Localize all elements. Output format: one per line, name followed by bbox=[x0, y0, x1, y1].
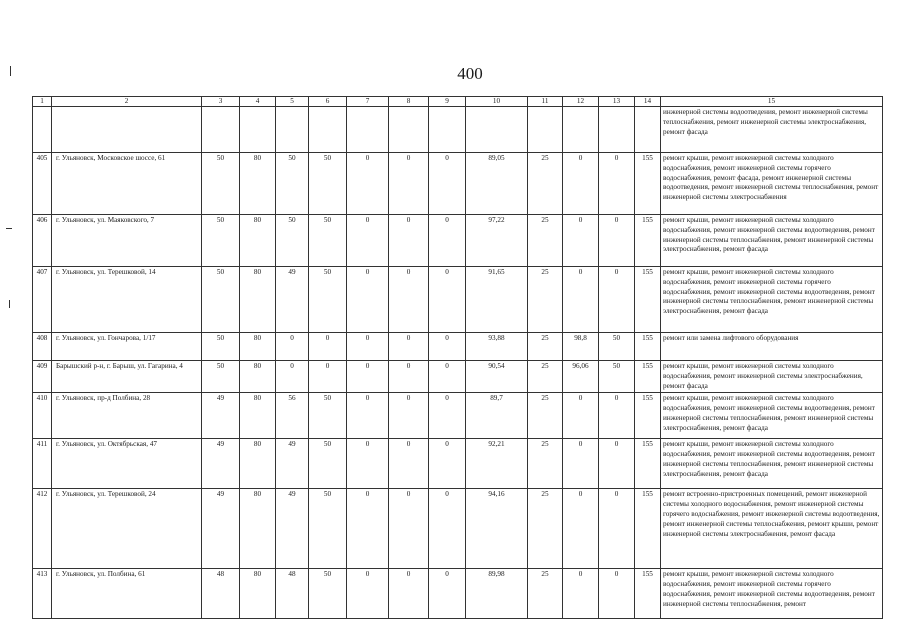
page-number: 400 bbox=[457, 64, 483, 83]
value-cell-c11: 25 bbox=[528, 489, 563, 569]
value-cell-c14: 155 bbox=[635, 361, 661, 393]
value-cell-c5: 56 bbox=[276, 393, 309, 439]
value-cell-c13: 0 bbox=[599, 489, 635, 569]
value-cell-c11: 25 bbox=[528, 153, 563, 215]
value-cell-c14: 155 bbox=[635, 489, 661, 569]
value-cell-c5: 49 bbox=[276, 267, 309, 333]
address-cell: г. Ульяновск, ул. Терешковой, 24 bbox=[52, 489, 202, 569]
value-cell-c13: 0 bbox=[599, 215, 635, 267]
row-number: 411 bbox=[33, 439, 52, 489]
value-cell-c9: 0 bbox=[429, 439, 466, 489]
address-cell: г. Ульяновск, ул. Терешковой, 14 bbox=[52, 267, 202, 333]
value-cell-c8: 0 bbox=[389, 569, 429, 619]
value-cell-c3: 50 bbox=[202, 333, 240, 361]
value-cell-c5: 0 bbox=[276, 361, 309, 393]
value-cell-c6: 50 bbox=[309, 569, 347, 619]
works-cell: ремонт или замена лифтового оборудования bbox=[661, 333, 883, 361]
works-cell: ремонт крыши, ремонт инженерной системы холодного водоснабжения, ремонт инженерной системы водоотведения, ремонт инженерной системы теплоснабжения, ремонт инженерной системы электроснабжения, ремонт фасада bbox=[661, 215, 883, 267]
table-row bbox=[33, 361, 883, 393]
value-cell-c4: 80 bbox=[240, 393, 276, 439]
value-cell-c6: 50 bbox=[309, 267, 347, 333]
value-cell-c5: 48 bbox=[276, 569, 309, 619]
value-cell-c14: 155 bbox=[635, 215, 661, 267]
value-cell-c6: 0 bbox=[309, 361, 347, 393]
value-cell-c14: 155 bbox=[635, 267, 661, 333]
value-cell-c6: 50 bbox=[309, 439, 347, 489]
value-cell-c6: 50 bbox=[309, 393, 347, 439]
value-cell-c3: 49 bbox=[202, 393, 240, 439]
value-cell-c7: 0 bbox=[347, 361, 389, 393]
value-cell-c11: 25 bbox=[528, 267, 563, 333]
row-number: 406 bbox=[33, 215, 52, 267]
continuation-works: инженерной системы водоотведения, ремонт инженерной системы теплоснабжения, ремонт инженерной системы электроснабжения, ремонт фасада bbox=[661, 107, 883, 153]
value-cell-c7: 0 bbox=[347, 333, 389, 361]
works-cell: ремонт крыши, ремонт инженерной системы холодного водоснабжения, ремонт инженерной системы горячего водоснабжения, ремонт инженерной системы водоотведения, ремонт инженерной системы теплоснабжения, ремонт bbox=[661, 569, 883, 619]
value-cell-c12: 0 bbox=[563, 569, 599, 619]
works-cell: ремонт крыши, ремонт инженерной системы холодного водоснабжения, ремонт инженерной системы горячего водоснабжения, ремонт фасада, ремонт инженерной системы водоотведения, ремонт инженерной системы теплоснабжения, ремонт инженерной системы электроснабжения bbox=[661, 153, 883, 215]
value-cell-c10: 94,16 bbox=[466, 489, 528, 569]
address-cell: г. Ульяновск, ул. Маяковского, 7 bbox=[52, 215, 202, 267]
works-cell: ремонт крыши, ремонт инженерной системы холодного водоснабжения, ремонт инженерной системы водоотведения, ремонт инженерной системы теплоснабжения, ремонт инженерной системы электроснабжения, ремонт фасада bbox=[661, 439, 883, 489]
table-body bbox=[33, 107, 883, 619]
value-cell-c5: 49 bbox=[276, 489, 309, 569]
value-cell-c13: 0 bbox=[599, 267, 635, 333]
value-cell-c7: 0 bbox=[347, 569, 389, 619]
value-cell-c7: 0 bbox=[347, 215, 389, 267]
value-cell-c3: 50 bbox=[202, 215, 240, 267]
value-cell-c8: 0 bbox=[389, 215, 429, 267]
column-header-13: 13 bbox=[599, 97, 635, 107]
value-cell-c9: 0 bbox=[429, 267, 466, 333]
table-row bbox=[33, 333, 883, 361]
row-number: 410 bbox=[33, 393, 52, 439]
address-cell: Барышский р-н, г. Барыш, ул. Гагарина, 4 bbox=[52, 361, 202, 393]
repair-program-table-wrapper bbox=[32, 96, 883, 619]
value-cell-c3: 48 bbox=[202, 569, 240, 619]
continuation-row bbox=[33, 107, 883, 153]
column-header-1: 1 bbox=[33, 97, 52, 107]
column-header-2: 2 bbox=[52, 97, 202, 107]
value-cell-c11: 25 bbox=[528, 393, 563, 439]
table-row bbox=[33, 215, 883, 267]
value-cell-c6: 0 bbox=[309, 333, 347, 361]
table-header bbox=[33, 97, 883, 107]
value-cell-c3: 49 bbox=[202, 439, 240, 489]
value-cell-c10: 97,22 bbox=[466, 215, 528, 267]
value-cell-c14: 155 bbox=[635, 439, 661, 489]
value-cell-c3: 50 bbox=[202, 153, 240, 215]
table-row bbox=[33, 489, 883, 569]
value-cell-c4: 80 bbox=[240, 333, 276, 361]
column-header-6: 6 bbox=[309, 97, 347, 107]
row-number: 412 bbox=[33, 489, 52, 569]
address-cell: г. Ульяновск, Московское шоссе, 61 bbox=[52, 153, 202, 215]
value-cell-c10: 91,65 bbox=[466, 267, 528, 333]
value-cell-c9: 0 bbox=[429, 361, 466, 393]
column-header-8: 8 bbox=[389, 97, 429, 107]
table-row bbox=[33, 439, 883, 489]
column-header-9: 9 bbox=[429, 97, 466, 107]
column-header-12: 12 bbox=[563, 97, 599, 107]
value-cell-c11: 25 bbox=[528, 439, 563, 489]
value-cell-c10: 90,54 bbox=[466, 361, 528, 393]
scan-mark-left-low bbox=[9, 300, 10, 308]
value-cell-c9: 0 bbox=[429, 393, 466, 439]
value-cell-c4: 80 bbox=[240, 361, 276, 393]
value-cell-c7: 0 bbox=[347, 489, 389, 569]
value-cell-c4: 80 bbox=[240, 489, 276, 569]
value-cell-c5: 50 bbox=[276, 153, 309, 215]
value-cell-c13: 0 bbox=[599, 393, 635, 439]
value-cell-c7: 0 bbox=[347, 267, 389, 333]
works-cell: ремонт встроенно-пристроенных помещений, ремонт инженерной системы холодного водоснабжения, ремонт инженерной системы горячего водоснабжения, ремонт инженерной системы водоотведения, ремонт инженерной системы теплоснабжения, ремонт крыши, ремонт инженерной системы электроснабжения, ремонт фасада bbox=[661, 489, 883, 569]
value-cell-c8: 0 bbox=[389, 393, 429, 439]
value-cell-c3: 50 bbox=[202, 361, 240, 393]
value-cell-c7: 0 bbox=[347, 393, 389, 439]
value-cell-c11: 25 bbox=[528, 215, 563, 267]
value-cell-c13: 50 bbox=[599, 361, 635, 393]
value-cell-c12: 0 bbox=[563, 393, 599, 439]
value-cell-c9: 0 bbox=[429, 215, 466, 267]
value-cell-c13: 0 bbox=[599, 569, 635, 619]
column-header-4: 4 bbox=[240, 97, 276, 107]
value-cell-c8: 0 bbox=[389, 489, 429, 569]
column-header-15: 15 bbox=[661, 97, 883, 107]
value-cell-c9: 0 bbox=[429, 569, 466, 619]
table-row bbox=[33, 153, 883, 215]
column-header-11: 11 bbox=[528, 97, 563, 107]
row-number: 405 bbox=[33, 153, 52, 215]
value-cell-c8: 0 bbox=[389, 439, 429, 489]
value-cell-c5: 0 bbox=[276, 333, 309, 361]
value-cell-c11: 25 bbox=[528, 569, 563, 619]
value-cell-c5: 49 bbox=[276, 439, 309, 489]
value-cell-c8: 0 bbox=[389, 267, 429, 333]
column-header-3: 3 bbox=[202, 97, 240, 107]
row-number: 408 bbox=[33, 333, 52, 361]
table-row bbox=[33, 267, 883, 333]
value-cell-c12: 0 bbox=[563, 439, 599, 489]
column-header-14: 14 bbox=[635, 97, 661, 107]
value-cell-c10: 89,98 bbox=[466, 569, 528, 619]
value-cell-c14: 155 bbox=[635, 333, 661, 361]
value-cell-c12: 98,8 bbox=[563, 333, 599, 361]
value-cell-c12: 0 bbox=[563, 215, 599, 267]
value-cell-c12: 0 bbox=[563, 153, 599, 215]
value-cell-c6: 50 bbox=[309, 215, 347, 267]
value-cell-c13: 0 bbox=[599, 439, 635, 489]
value-cell-c8: 0 bbox=[389, 153, 429, 215]
value-cell-c12: 96,06 bbox=[563, 361, 599, 393]
value-cell-c10: 89,05 bbox=[466, 153, 528, 215]
value-cell-c12: 0 bbox=[563, 489, 599, 569]
address-cell: г. Ульяновск, ул. Полбина, 61 bbox=[52, 569, 202, 619]
value-cell-c14: 155 bbox=[635, 393, 661, 439]
column-header-7: 7 bbox=[347, 97, 389, 107]
value-cell-c7: 0 bbox=[347, 153, 389, 215]
column-number-row bbox=[33, 97, 883, 107]
value-cell-c11: 25 bbox=[528, 361, 563, 393]
value-cell-c9: 0 bbox=[429, 153, 466, 215]
table-row bbox=[33, 569, 883, 619]
column-header-10: 10 bbox=[466, 97, 528, 107]
row-number: 413 bbox=[33, 569, 52, 619]
value-cell-c8: 0 bbox=[389, 333, 429, 361]
value-cell-c10: 93,88 bbox=[466, 333, 528, 361]
address-cell: г. Ульяновск, пр-д Полбина, 28 bbox=[52, 393, 202, 439]
value-cell-c7: 0 bbox=[347, 439, 389, 489]
value-cell-c4: 80 bbox=[240, 439, 276, 489]
row-number: 409 bbox=[33, 361, 52, 393]
address-cell: г. Ульяновск, ул. Гончарова, 1/17 bbox=[52, 333, 202, 361]
repair-program-table bbox=[32, 96, 883, 619]
value-cell-c6: 50 bbox=[309, 489, 347, 569]
value-cell-c14: 155 bbox=[635, 153, 661, 215]
value-cell-c5: 50 bbox=[276, 215, 309, 267]
value-cell-c4: 80 bbox=[240, 153, 276, 215]
works-cell: ремонт крыши, ремонт инженерной системы холодного водоснабжения, ремонт инженерной системы водоотведения, ремонт инженерной системы теплоснабжения, ремонт инженерной системы электроснабжения, ремонт фасада bbox=[661, 393, 883, 439]
value-cell-c13: 0 bbox=[599, 153, 635, 215]
works-cell: ремонт крыши, ремонт инженерной системы холодного водоснабжения, ремонт инженерной системы электроснабжения, ремонт фасада bbox=[661, 361, 883, 393]
value-cell-c6: 50 bbox=[309, 153, 347, 215]
value-cell-c3: 50 bbox=[202, 267, 240, 333]
value-cell-c12: 0 bbox=[563, 267, 599, 333]
value-cell-c10: 89,7 bbox=[466, 393, 528, 439]
value-cell-c9: 0 bbox=[429, 333, 466, 361]
scan-mark-left-mid bbox=[6, 228, 12, 229]
value-cell-c4: 80 bbox=[240, 215, 276, 267]
value-cell-c13: 50 bbox=[599, 333, 635, 361]
row-number: 407 bbox=[33, 267, 52, 333]
works-cell: ремонт крыши, ремонт инженерной системы холодного водоснабжения, ремонт инженерной системы горячего водоснабжения, ремонт инженерной системы водоотведения, ремонт инженерной системы теплоснабжения, ремонт инженерной системы электроснабжения, ремонт фасада bbox=[661, 267, 883, 333]
table-row bbox=[33, 393, 883, 439]
value-cell-c10: 92,21 bbox=[466, 439, 528, 489]
value-cell-c11: 25 bbox=[528, 333, 563, 361]
value-cell-c3: 49 bbox=[202, 489, 240, 569]
address-cell: г. Ульяновск, ул. Октябрьская, 47 bbox=[52, 439, 202, 489]
value-cell-c14: 155 bbox=[635, 569, 661, 619]
value-cell-c8: 0 bbox=[389, 361, 429, 393]
scan-mark-left-top bbox=[10, 66, 11, 76]
value-cell-c4: 80 bbox=[240, 569, 276, 619]
value-cell-c9: 0 bbox=[429, 489, 466, 569]
column-header-5: 5 bbox=[276, 97, 309, 107]
value-cell-c4: 80 bbox=[240, 267, 276, 333]
